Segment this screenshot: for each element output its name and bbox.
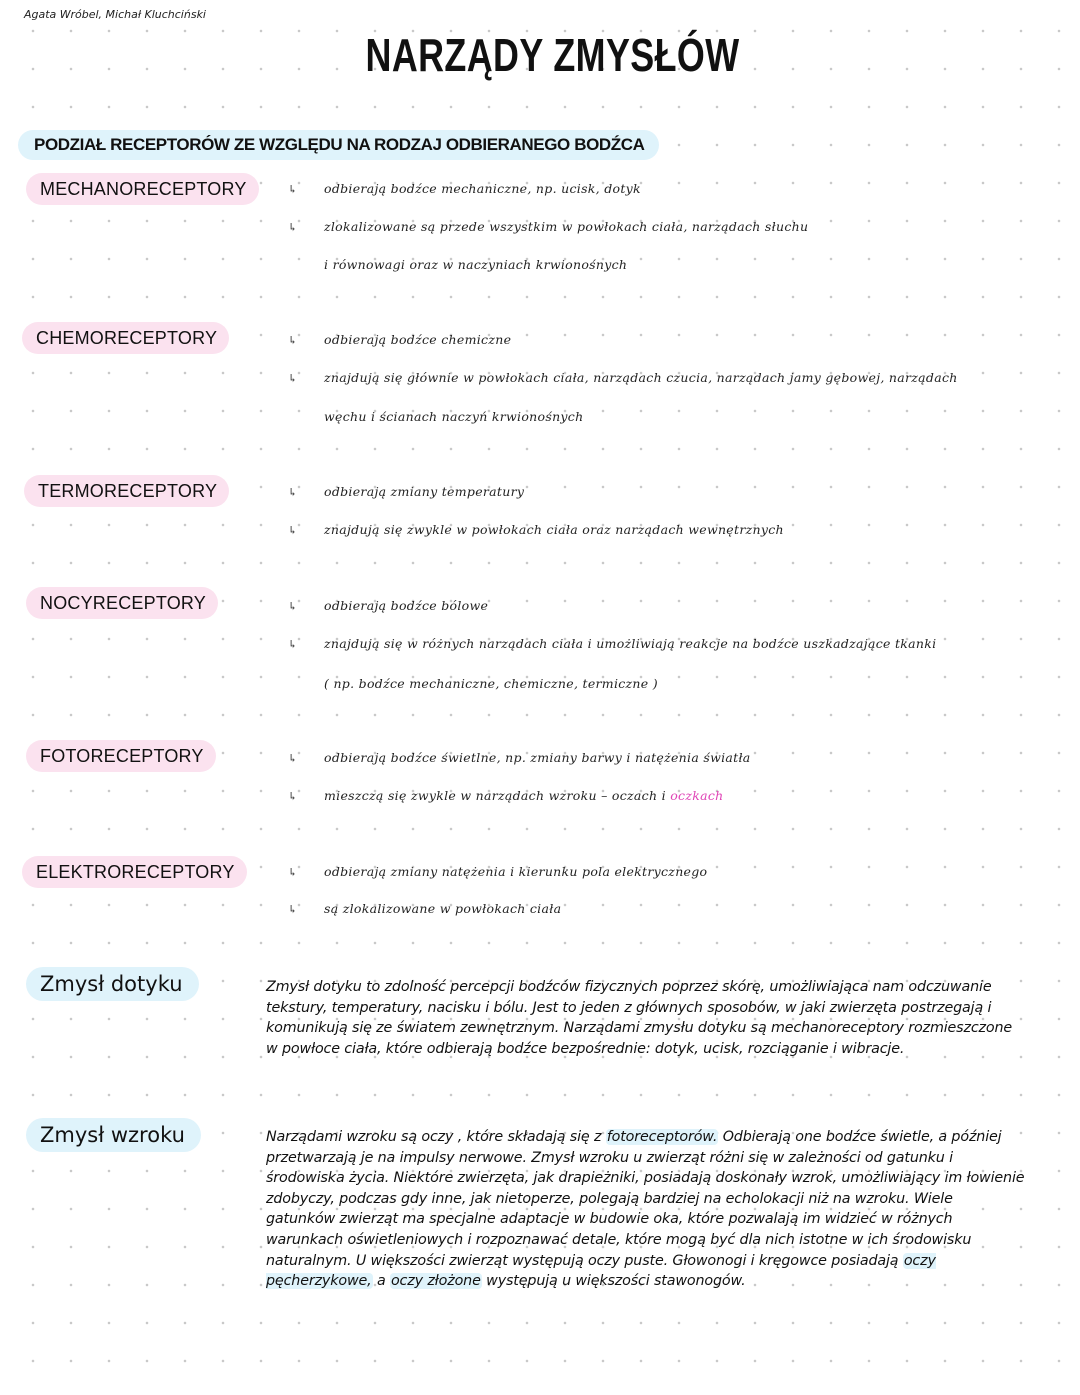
receptor-note-line: węchu i ścianach naczyń krwionośnych <box>324 409 584 424</box>
receptor-note-line: ↳ znajdują się zwykle w powłokach ciała oraz narządach wewnętrznych <box>288 519 784 541</box>
receptor-note-line: ↳ odbierają zmiany temperatury <box>288 481 524 503</box>
section-heading: PODZIAŁ RECEPTORÓW ZE WZGLĘDU NA RODZAJ ODBIERANEGO BODŹCA <box>18 130 659 160</box>
arrow-icon: ↳ <box>288 334 298 347</box>
arrow-icon: ↳ <box>288 638 298 651</box>
receptor-note-line: ↳ mieszczą się zwykle w narządach wzroku – oczach i oczkach <box>288 785 723 807</box>
arrow-icon: ↳ <box>288 752 298 765</box>
highlight-oczy-zlozone: oczy złożone <box>390 1273 481 1290</box>
receptor-note-line: i równowagi oraz w naczyniach krwionośnych <box>324 257 628 272</box>
receptor-note-line: ( np. bodźce mechaniczne, chemiczne, termiczne ) <box>324 676 658 691</box>
receptor-name-pill: FOTORECEPTORY <box>26 740 216 772</box>
receptor-note-line: ↳ odbierają bodźce chemiczne <box>288 329 511 351</box>
receptor-note-line: ↳ odbierają zmiany natężenia i kierunku pola elektrycznego <box>288 861 707 883</box>
arrow-icon: ↳ <box>288 790 298 803</box>
arrow-icon: ↳ <box>288 903 298 916</box>
receptor-name-pill: TERMORECEPTORY <box>24 475 229 507</box>
sense-label-sight: Zmysł wzroku <box>26 1118 201 1152</box>
receptor-note-line: ↳ znajdują się w różnych narządach ciała i umożliwiają reakcje na bodźce uszkadzające tkanki <box>288 633 936 655</box>
receptor-note-line: ↳ odbierają bodźce bólowe <box>288 595 488 617</box>
arrow-icon: ↳ <box>288 600 298 613</box>
arrow-icon: ↳ <box>288 486 298 499</box>
arrow-icon: ↳ <box>288 183 298 196</box>
page-title: NARZĄDY ZMYSŁÓW <box>365 29 740 81</box>
arrow-icon: ↳ <box>288 372 298 385</box>
arrow-icon: ↳ <box>288 221 298 234</box>
receptor-name-pill: CHEMORECEPTORY <box>22 322 229 354</box>
receptor-note-line: ↳ odbierają bodźce mechaniczne, np. ucisk, dotyk <box>288 178 641 200</box>
arrow-icon: ↳ <box>288 524 298 537</box>
pink-word: oczkach <box>670 788 724 803</box>
receptor-note-line: ↳ są zlokalizowane w powłokach ciała <box>288 898 561 920</box>
authors: Agata Wróbel, Michał Kluchciński <box>24 8 206 21</box>
receptor-name-pill: ELEKTRORECEPTORY <box>22 856 247 888</box>
receptor-note-line: ↳ odbierają bodźce świetlne, np. zmiany barwy i natężenia światła <box>288 747 751 769</box>
sense-paragraph-sight: Narządami wzroku są oczy , które składają się z fotoreceptorów. Odbierają one bodźce świetle, a później przetwarzają je na impulsy nerwowe. Zmysł wzroku u zwierząt różni się w zależności od gatunku i środowiska życia. Niektóre zwierzęta, jak drapieżniki, posiadają doskonały wzrok, umożliwiający im łowienie zdobyczy, podczas gdy inne, jak nietoperze, polegają bardziej na echolokacji niż na wzroku. Wiele gatunków zwierząt ma specjalne adaptacje w budowie oka, które pozwalają im widzieć w różnych warunkach oświetleniowych i rozpoznawać detale, które mogą być dla nich istotne w ich środowisku naturalnym. U większości zwierząt występują oczy puste. Głowonogi i kręgowce posiadają oczy pęcherzykowe, a oczy złożone występują u większości stawonogów. <box>266 1129 1025 1290</box>
receptor-name-pill: NOCYRECEPTORY <box>26 587 218 619</box>
arrow-icon: ↳ <box>288 866 298 879</box>
sense-label-touch: Zmysł dotyku <box>26 967 199 1001</box>
receptor-name-pill: MECHANORECEPTORY <box>26 173 259 205</box>
highlight-oczy-pecherzykowe: oczy pęcherzykowe, <box>266 1252 936 1290</box>
highlight-fotoreceptorow: fotoreceptorów. <box>606 1129 718 1145</box>
sense-paragraph-touch: Zmysł dotyku to zdolność percepcji bodźców fizycznych poprzez skórę, umożliwiająca nam odczuwanie tekstury, temperatury, nacisku i bólu. Jest to jeden z głównych sposobów, w jaki zwierzęta postrzegają i komunikują się ze światem zewnętrznym. Narządami zmysłu dotyku są mechanoreceptory rozmieszczone w powłoce ciała, które odbierają bodźce bezpośrednie: dotyk, ucisk, rozciąganie i wibracje. <box>266 979 1013 1057</box>
receptor-note-line: ↳ znajdują się głównie w powłokach ciała, narządach czucia, narządach jamy gębowej, narządach <box>288 367 958 389</box>
receptor-note-line: ↳ zlokalizowane są przede wszystkim w powłokach ciała, narządach słuchu <box>288 216 808 238</box>
